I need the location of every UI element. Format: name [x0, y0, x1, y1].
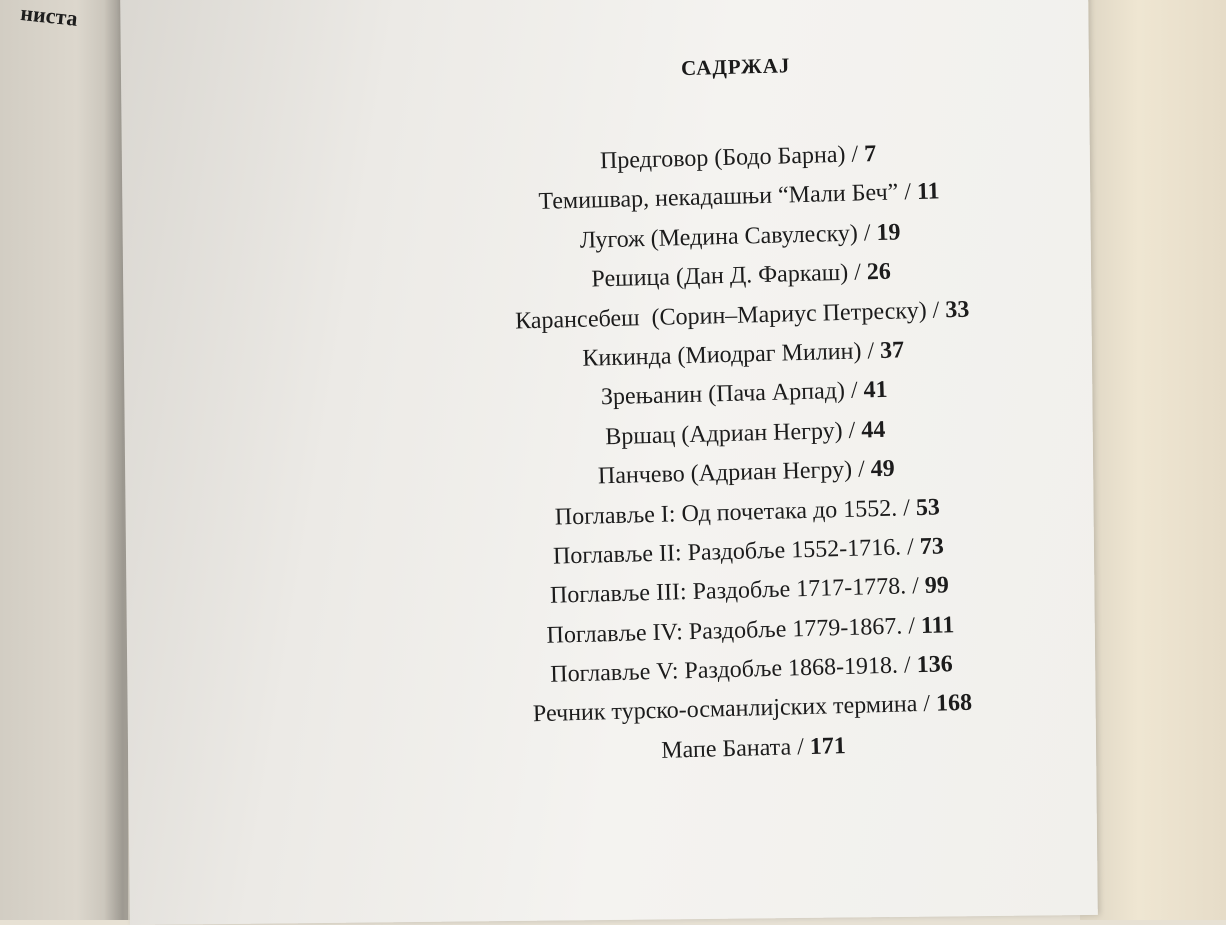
- toc-page-number: 53: [915, 493, 941, 521]
- book-page: [120, 0, 1098, 925]
- toc-separator: /: [848, 417, 856, 444]
- toc-entry-title: Поглавље I: Од почетака до 1552.: [554, 495, 898, 531]
- toc-separator: /: [902, 494, 911, 521]
- toc-entry-title: Речник турско-османлијских термина: [532, 691, 918, 728]
- toc-entry-title: Решица (Дан Д. Фаркаш): [591, 259, 849, 293]
- toc-entry-title: Мапе Баната: [660, 734, 792, 764]
- toc-separator: /: [796, 733, 805, 761]
- toc-separator: /: [911, 573, 920, 600]
- toc-entry-title: Вршац (Адриан Негру): [604, 417, 843, 450]
- toc-separator: /: [851, 141, 859, 168]
- toc-separator: /: [906, 534, 915, 561]
- toc-entry-title: Зрењанин (Пача Арпад): [600, 378, 846, 411]
- toc-entry-title: Темишвар, некадашњи “Мали Беч”: [538, 179, 899, 216]
- toc-page-number: 171: [809, 732, 847, 760]
- toc-page-number: 111: [920, 611, 955, 639]
- toc-page-number: 44: [860, 416, 886, 444]
- toc-page-number: 37: [879, 337, 905, 364]
- toc-entry-title: Панчево (Адриан Негру): [597, 456, 853, 490]
- toc-page-number: 136: [916, 651, 953, 679]
- toc-separator: /: [932, 296, 940, 324]
- toc-page-number: 41: [863, 377, 888, 404]
- toc-page-number: 19: [876, 219, 901, 246]
- toc-entry-title: Карансебеш (Сорин–Мариус Петреску): [514, 297, 927, 335]
- toc-page-number: 99: [924, 572, 950, 600]
- toc-separator: /: [850, 377, 858, 405]
- left-page-partial-text: ниста: [19, 0, 79, 31]
- toc-separator: /: [903, 652, 912, 679]
- toc-page-number: 73: [919, 533, 945, 560]
- toc-page-number: 49: [870, 455, 896, 483]
- toc-separator: /: [853, 259, 862, 286]
- toc-separator: /: [907, 612, 916, 640]
- toc-page-number: 7: [863, 141, 877, 168]
- toc-separator: /: [857, 456, 866, 483]
- toc-entry-title: Кикинда (Миодраг Милин): [582, 338, 862, 372]
- toc-separator: /: [923, 691, 931, 718]
- toc-entry-title: Поглавље II: Раздобље 1552-1716.: [552, 534, 902, 570]
- toc-entry-title: Лугож (Медина Савулеску): [579, 220, 859, 254]
- toc-list: [418, 130, 1074, 777]
- toc-entry-title: Поглавље IV: Раздобље 1779-1867.: [546, 613, 903, 649]
- toc-page-number: 11: [916, 178, 940, 206]
- toc-separator: /: [863, 219, 871, 247]
- toc-page-number: 33: [944, 296, 970, 323]
- toc-entry-title: Поглавље V: Раздобље 1868-1918.: [549, 652, 899, 688]
- toc-heading: САДРЖАЈ: [680, 53, 791, 81]
- toc-page-number: 26: [866, 258, 892, 286]
- toc-entry-title: Поглавље III: Раздобље 1717-1778.: [549, 573, 907, 610]
- toc-entry-title: Предговор (Бодо Барна): [599, 141, 846, 175]
- page-edges: [1080, 0, 1226, 920]
- toc-page-number: 168: [935, 690, 973, 718]
- toc-separator: /: [867, 338, 875, 365]
- toc-separator: /: [903, 179, 912, 206]
